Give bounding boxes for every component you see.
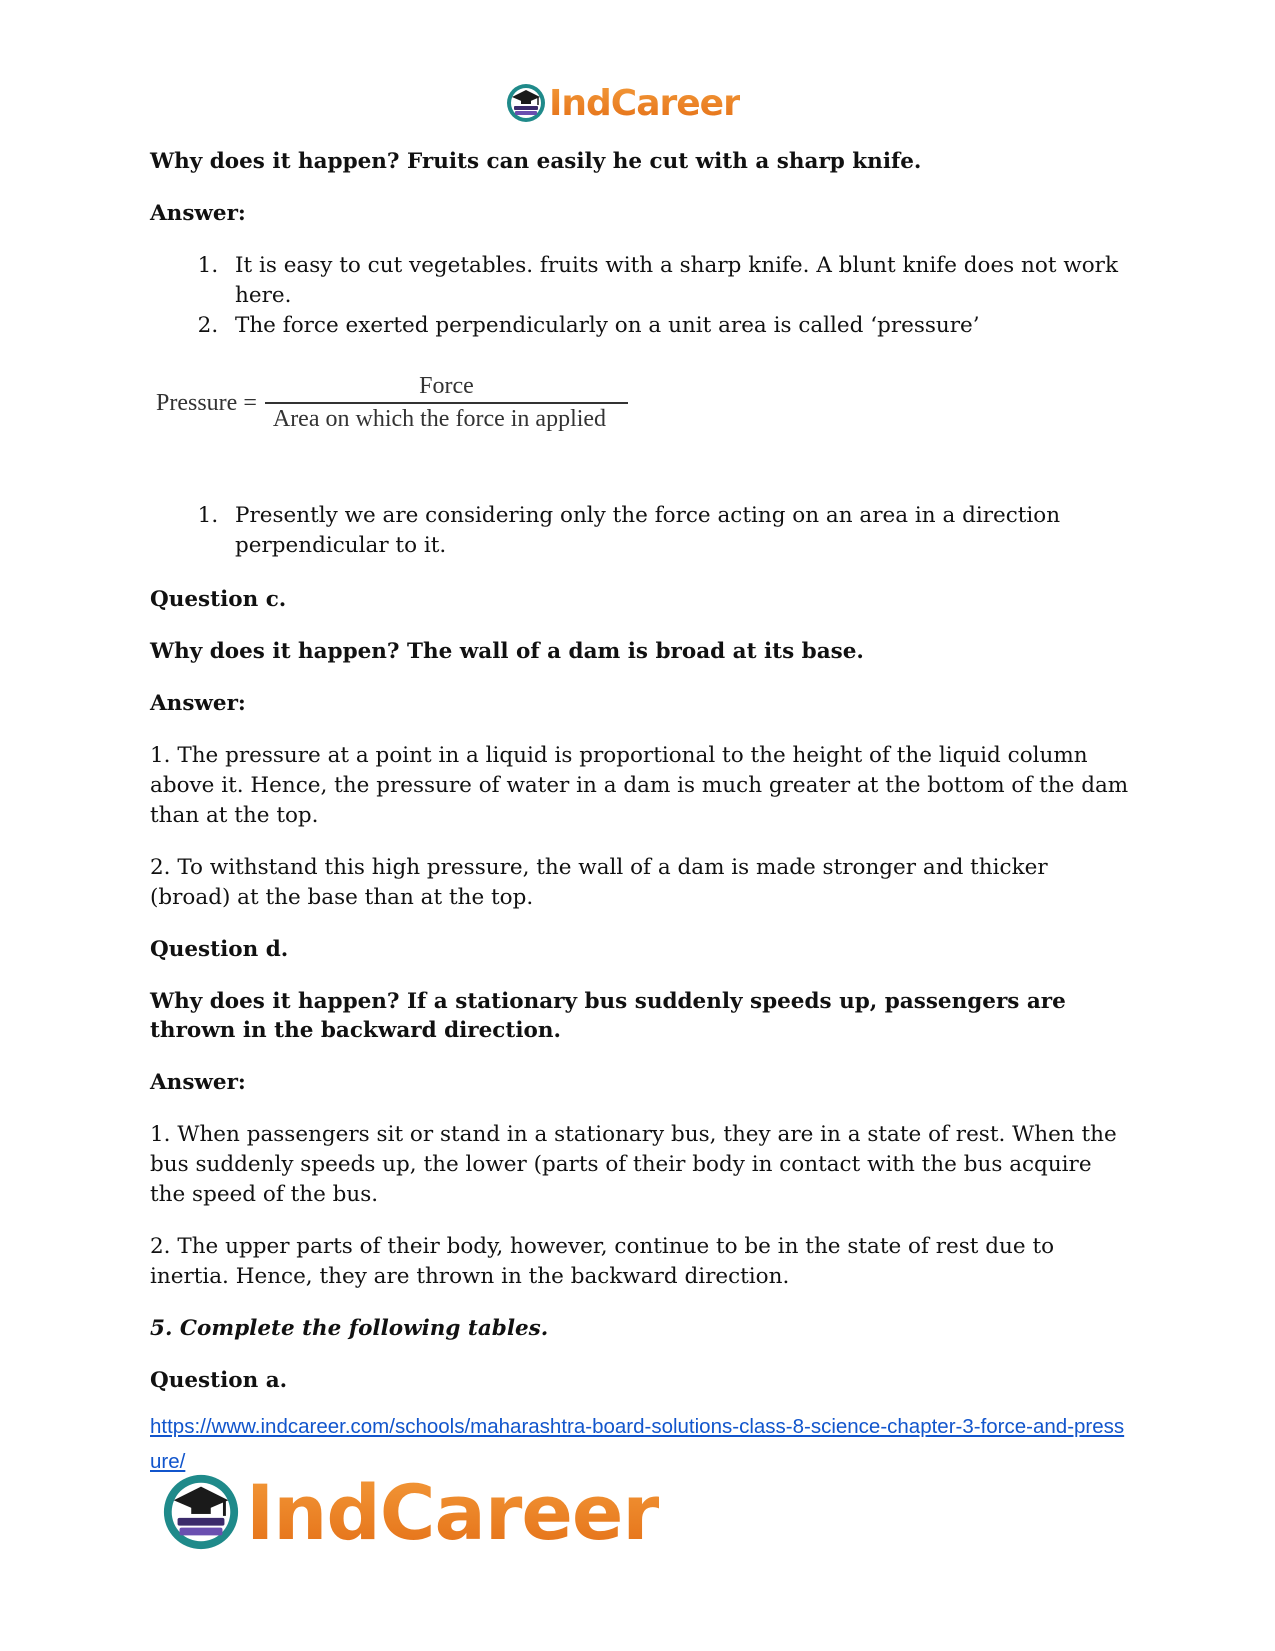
brand-logo-top [505, 80, 740, 126]
list-item: 1. It is easy to cut vegetables. fruits with a sharp knife. A blunt knife does not work here. [225, 251, 1130, 311]
answer-c-paragraph-2: 2. To withstand this high pressure, the wall of a dam is made stronger and thicker (broad) at the base than at the top. [150, 855, 1048, 910]
list-item: 1. Presently we are considering only the force acting on an area in a direction perpendicular to it. [225, 501, 1130, 561]
graduation-cap-books-icon [505, 82, 547, 124]
formula-numerator: Force [419, 373, 474, 399]
source-link[interactable]: https://www.indcareer.com/schools/maharashtra-board-solutions-class-8-science-chapter-3-force-and-pressure/ [150, 1415, 1125, 1473]
question-c-label: Question c. [150, 587, 287, 612]
brand-logo-text: IndCareer [246, 1467, 659, 1557]
pressure-formula [156, 373, 1130, 433]
formula-fraction [265, 373, 628, 433]
question-a-label: Question a. [150, 1368, 288, 1393]
question-d-prompt: Why does it happen? If a stationary bus suddenly speeds up, passengers are thrown in the backward direction. [150, 989, 1066, 1043]
section-5-heading: 5. Complete the following tables. [150, 1316, 549, 1341]
answer-b-list [150, 251, 1130, 341]
formula-denominator: Area on which the force in applied [265, 402, 628, 433]
answer-label: Answer: [150, 691, 246, 716]
document-body [150, 147, 1130, 1479]
answer-b-list-2 [150, 501, 1130, 561]
brand-logo-text: IndCareer [549, 82, 740, 124]
question-b-prompt: Why does it happen? Fruits can easily he cut with a sharp knife. [150, 149, 922, 174]
formula-lhs: Pressure = [156, 389, 257, 416]
list-item: 2. The force exerted perpendicularly on a unit area is called ‘pressure’ [225, 311, 1130, 341]
graduation-cap-books-icon [160, 1471, 242, 1553]
question-c-prompt: Why does it happen? The wall of a dam is broad at its base. [150, 639, 864, 664]
brand-logo-bottom [160, 1467, 659, 1557]
answer-label: Answer: [150, 1070, 246, 1095]
answer-label: Answer: [150, 201, 246, 226]
question-d-label: Question d. [150, 937, 289, 962]
answer-c-paragraph-1: 1. The pressure at a point in a liquid is proportional to the height of the liquid column above it. Hence, the pressure of water in a dam is much greater at the bottom of the dam than at the top. [150, 743, 1129, 828]
answer-d-paragraph-2: 2. The upper parts of their body, however, continue to be in the state of rest due to inertia. Hence, they are thrown in the backward direction. [150, 1234, 1055, 1289]
answer-d-paragraph-1: 1. When passengers sit or stand in a stationary bus, they are in a state of rest. When the bus suddenly speeds up, the lower (parts of their body in contact with the bus acquire the speed of the bus. [150, 1122, 1117, 1207]
